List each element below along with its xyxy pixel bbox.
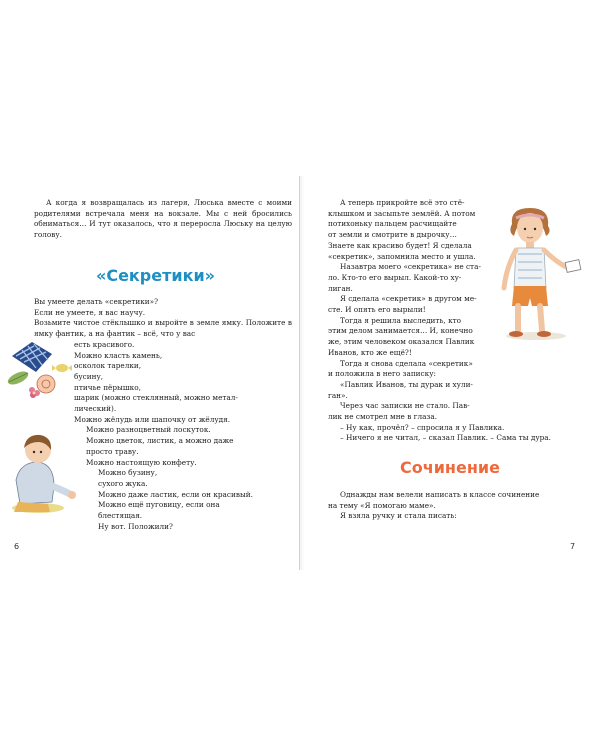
text-line: лический).	[74, 404, 117, 413]
text-line: Я взяла ручку и стала писать:	[340, 511, 457, 521]
text-line: есть красивого.	[74, 339, 135, 349]
shell-icon	[37, 375, 55, 393]
kneeling-boy-illustration	[8, 428, 88, 514]
text-line: птичье пёрышко,	[74, 382, 141, 392]
text-line: Можно разноцветный лоскуток.	[86, 425, 211, 435]
text-line: же, этим человеком оказался Павлик	[328, 337, 475, 347]
standing-girl-illustration	[496, 206, 590, 342]
text-line: Однажды нам велели написать в классе сочинение	[340, 490, 540, 499]
text-line: Иванов, кто же ещё?!	[328, 347, 412, 357]
text-line: Тогда я решила выследить, кто	[340, 315, 462, 325]
left-page	[6, 176, 300, 570]
glass-shard-icon	[12, 342, 52, 372]
text-line: Можно настоящую конфету.	[86, 457, 197, 467]
text-line: Можно ещё пуговицу, если она	[98, 500, 220, 510]
text-line: клышком и засыпьте землёй. А потом	[328, 208, 476, 218]
gutter-shadow	[299, 176, 305, 570]
text-line: Можно цветок, листик, а можно даже	[86, 436, 234, 446]
text-line: блестящая.	[98, 511, 143, 520]
heading-sekretiki: «Секретики»	[96, 266, 215, 285]
note-icon	[565, 260, 581, 273]
text-line: сухого жука.	[98, 478, 148, 488]
text-line: Можно жёлудь или шапочку от жёлудя.	[74, 414, 231, 424]
text-line: лиган.	[328, 283, 353, 293]
text-line: бусину,	[74, 371, 104, 381]
text-line: Вы умеете делать «секретики»?	[34, 297, 159, 306]
text-line: Можно бузину,	[98, 468, 158, 478]
page-number-left: 6	[14, 542, 20, 551]
text-line: шарик (можно стеклянный, можно метал-	[74, 393, 238, 403]
text-line: Можно даже ластик, если он красивый.	[98, 489, 253, 499]
page-number-right: 7	[570, 542, 576, 551]
text-line: этим делом занимается… И, конечно	[328, 326, 473, 336]
text-line: осколок тарелки,	[74, 361, 142, 371]
right-page	[300, 176, 594, 570]
candy-icon	[52, 364, 72, 372]
intro-paragraph: А когда я возвращалась из лагеря, Люська вместе с моими родителями встречала меня на вокзале. Мы с ней бросились обниматься… И тут оказалось, что я переросла Люську на целую голову.	[34, 198, 292, 240]
text-line: Через час записки не стало. Пав-	[340, 401, 470, 411]
heading-sochinenie: Сочинение	[400, 458, 500, 477]
text-line: лик не смотрел мне в глаза.	[328, 412, 438, 421]
book-spread	[6, 176, 594, 570]
text-line: Возьмите чистое стёклышко и выройте в земле ямку. Положите в ямку фантик, а на фантик – всё, что у вас	[34, 318, 292, 339]
text-line: просто траву.	[86, 446, 139, 456]
text-line: ло. Кто-то его вырыл. Какой-то ху-	[328, 272, 462, 282]
text-line: потихоньку пальцем расчищайте	[328, 219, 457, 229]
text-line: Назавтра моего «секретика» не ста-	[340, 262, 481, 272]
text-line: – Ничего я не читал, – сказал Павлик. – Сама ты дура.	[340, 433, 551, 443]
text-line: ган».	[328, 390, 348, 400]
text-line: на тему «Я помогаю маме».	[328, 500, 436, 510]
text-line: – Ну как, прочёл? – спросила я у Павлика.	[340, 422, 505, 432]
text-line: от земли и смотрите в дырочку…	[328, 230, 457, 240]
text-line: Ну вот. Положили?	[98, 521, 173, 531]
text-line: Тогда я снова сделала «секретик»	[340, 358, 473, 368]
text-line: «секретик», запомнила место и ушла.	[328, 251, 476, 261]
text-line: сте. И опять его вырыли!	[328, 305, 426, 314]
treasures-illustration	[6, 338, 72, 400]
text-line: Можно класть камень,	[74, 350, 163, 360]
text-line: А теперь прикройте всё это стё-	[340, 198, 465, 207]
text-line: и положила в него записку:	[328, 369, 436, 379]
text-line: Я сделала «секретик» в другом ме-	[340, 294, 477, 304]
text-line: Знаете как красиво будет! Я сделала	[328, 240, 472, 250]
leaf-icon	[6, 369, 30, 387]
text-line: «Павлик Иванов, ты дурак и хули-	[340, 379, 473, 389]
text-line: Если не умеете, я вас научу.	[34, 307, 146, 317]
